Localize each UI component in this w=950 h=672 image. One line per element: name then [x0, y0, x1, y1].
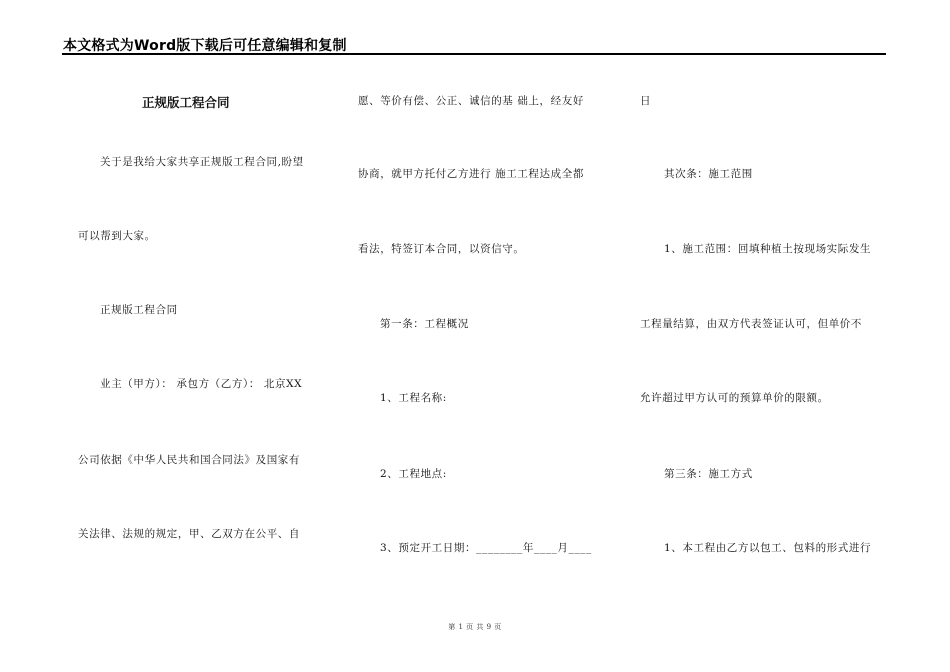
- paragraph-line: 关于是我给大家共享正规版工程合同,盼望: [100, 156, 304, 168]
- paragraph-line: 日: [640, 95, 652, 107]
- paragraph-line: 看法，特签订本合同，以资信守。: [358, 243, 525, 255]
- paragraph-line: 业主（甲方）： 承包方（乙方）： 北京XX: [100, 378, 303, 390]
- document-header-title: 本文格式为Word版下载后可任意编辑和复制: [63, 38, 347, 54]
- paragraph-line: 1、本工程由乙方以包工、包料的形式进行: [664, 542, 872, 554]
- paragraph-line: 1、工程名称:: [380, 392, 447, 404]
- paragraph-line: 3、预定开工日期：________年____月____: [380, 542, 592, 554]
- paragraph-line: 可以帮到大家。: [78, 230, 156, 242]
- paragraph-line: 关法律、法规的规定，甲、乙双方在公平、自: [78, 528, 300, 540]
- paragraph-line: 愿、等价有偿、公正、诚信的基 础上，经友好: [358, 95, 584, 107]
- section-heading: 第三条：施工方式: [664, 468, 753, 480]
- paragraph-line: 1、施工范围：回填种植土按现场实际发生: [664, 243, 872, 255]
- section-heading: 第一条：工程概况: [380, 318, 469, 330]
- page-number: 第 1 页 共 9 页: [448, 623, 502, 631]
- section-heading: 其次条：施工范围: [664, 168, 753, 180]
- paragraph-line: 2、工程地点:: [380, 468, 447, 480]
- header-divider: [62, 53, 886, 55]
- paragraph-line: 工程量结算，由双方代表签证认可，但单价不: [640, 318, 862, 330]
- document-title: 正规版工程合同: [142, 95, 230, 110]
- paragraph-line: 允许超过甲方认可的预算单价的限额。: [640, 392, 829, 404]
- paragraph-line: 协商，就甲方托付乙方进行 施工工程达成全都: [358, 168, 584, 180]
- paragraph-line: 公司依据《中华人民共和国合同法》及国家有: [78, 454, 300, 466]
- section-heading: 正规版工程合同: [100, 304, 178, 316]
